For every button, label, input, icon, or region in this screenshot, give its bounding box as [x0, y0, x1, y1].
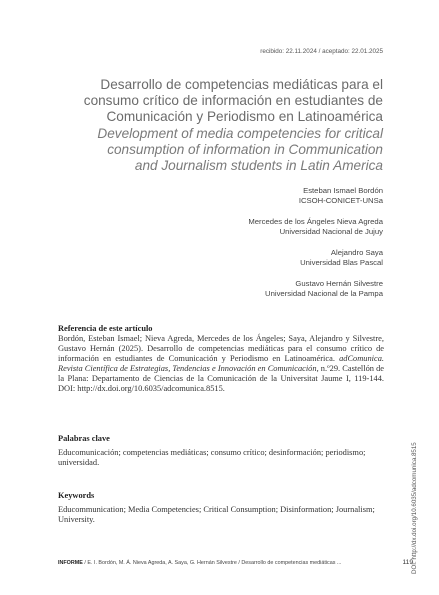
author-name: Gustavo Hernán Silvestre — [295, 278, 383, 288]
author-affiliation: ICSOH-CONICET-UNSa — [298, 196, 383, 206]
reference-heading: Referencia de este artículo — [58, 324, 153, 333]
title-block — [53, 77, 383, 174]
keywords-text: Educommunication; Media Competencies; Critical Consumption; Disinformation; Journalism; University. — [58, 505, 375, 525]
title-en-line: and Journalism students in Latin America — [134, 158, 383, 174]
running-footer — [58, 560, 383, 566]
author-affiliation: Universidad Nacional de Jujuy — [279, 227, 383, 237]
author-name: Alejandro Saya — [330, 247, 383, 257]
sidebar-doi-link[interactable]: DOI: http://dx.doi.org/10.6035/adcomunica.8515 — [411, 442, 418, 574]
keywords-heading: Keywords — [58, 491, 95, 500]
author-list — [248, 186, 383, 310]
reference-section — [58, 324, 384, 395]
received-accepted-dates: recibido: 22.11.2024 / aceptado: 22.01.2025 — [260, 48, 383, 55]
title-en-line: Development of media competencies for critical — [97, 125, 383, 141]
title-en-line: consumption of information in Communication — [107, 141, 383, 157]
palabras-clave-section — [58, 434, 384, 468]
reference-details: , n.º29. Castellón de la Plana: Departamento de Ciencias de la Comunicación de la Universitat Jaume I, 119-144. DOI: http://dx.doi.org/10.6035/adcomunica.8515. — [58, 364, 384, 394]
page-number: 119 — [402, 559, 413, 566]
palabras-clave-heading: Palabras clave — [58, 434, 110, 443]
author-entry — [248, 248, 383, 269]
palabras-clave-text: Educomunicación; competencias mediáticas; consumo crítico; desinformación; periodismo; universidad. — [58, 448, 366, 468]
author-entry — [248, 217, 383, 238]
author-entry — [248, 279, 383, 300]
reference-text — [58, 334, 384, 395]
author-name: Mercedes de los Ángeles Nieva Agreda — [248, 216, 383, 226]
title-es-line: Comunicación y Periodismo en Latinoamérica — [106, 109, 383, 125]
author-entry — [248, 186, 383, 207]
title-english — [53, 126, 383, 175]
title-es-line: consumo crítico de información en estudiantes de — [83, 93, 383, 109]
footer-section-label: INFORME — [58, 560, 83, 566]
footer-running-text: / E. I. Bordón, M. Á. Nieva Agreda, A. Saya, G. Hernán Silvestre / Desarrollo de competencias mediáticas ... — [82, 560, 342, 566]
title-spanish — [53, 77, 383, 126]
reference-journal: adComunica. Revista Científica de Estrategias, Tendencias e Innovación en Comunicación — [58, 354, 384, 374]
author-affiliation: Universidad Nacional de la Pampa — [265, 289, 383, 299]
keywords-section — [58, 491, 384, 525]
author-affiliation: Universidad Blas Pascal — [300, 258, 383, 268]
title-es-line: Desarrollo de competencias mediáticas para el — [100, 77, 383, 92]
reference-authors-title: Bordón, Esteban Ismael; Nieva Agreda, Mercedes de los Ángeles; Saya, Alejandro y Silvestre, Gustavo Hernán (2025). Desarrollo de competencias mediáticas para el consumo crítico de información en estudiantes de Comunicación y Periodismo en Latinoamérica. — [58, 334, 384, 364]
author-name: Esteban Ismael Bordón — [303, 186, 383, 195]
